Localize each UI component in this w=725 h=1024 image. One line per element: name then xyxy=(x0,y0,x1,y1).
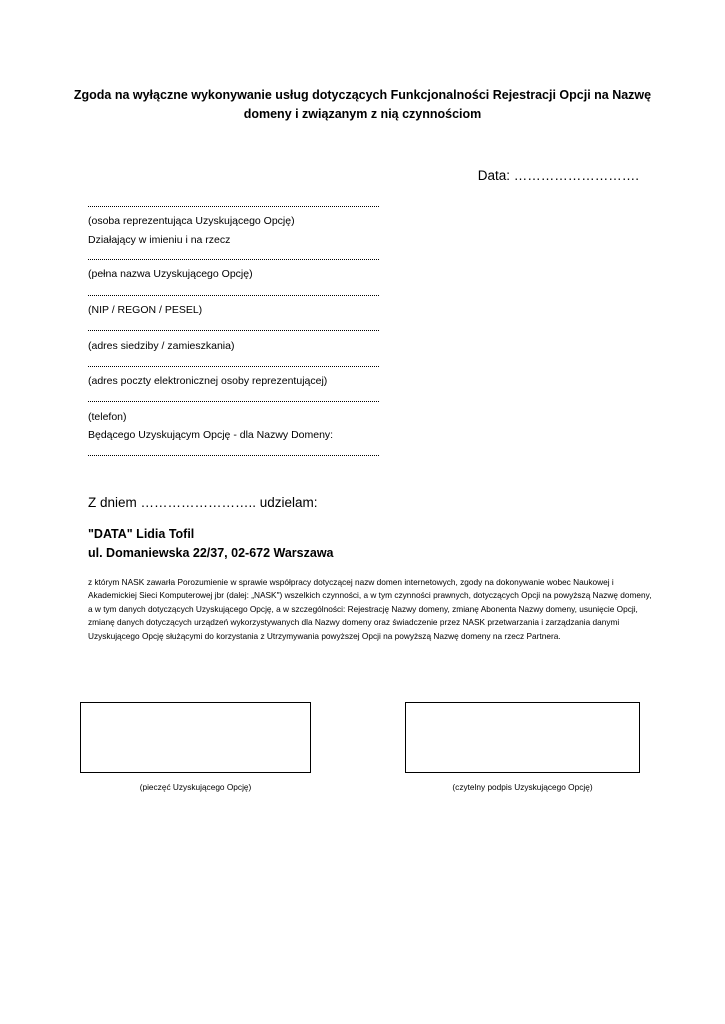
signature-box[interactable] xyxy=(405,702,640,773)
stamp-box[interactable] xyxy=(80,702,311,773)
ids-label: (NIP / REGON / PESEL) xyxy=(88,304,203,316)
phone-label: (telefon) xyxy=(88,411,127,423)
full-name-label: (pełna nazwa Uzyskującego Opcję) xyxy=(88,268,253,280)
stamp-caption: (pieczęć Uzyskującego Opcję) xyxy=(139,782,252,792)
domain-input-line[interactable] xyxy=(88,455,379,456)
phone-input-line[interactable] xyxy=(88,401,379,402)
partner-name: "DATA" Lidia Tofil xyxy=(88,527,195,541)
ids-input-line[interactable] xyxy=(88,295,379,296)
address-input-line[interactable] xyxy=(88,330,379,331)
email-label: (adres poczty elektronicznej osoby reprezentującej) xyxy=(88,375,328,387)
consent-body-text: z którym NASK zawarła Porozumienie w sprawie współpracy dotyczącej nazw domen internetowych, zgody na dokonywanie wobec Naukowej i Akademickiej Sieci Komputerowej jbr (dalej: „NASK") wszelkich czynności, a w tym czynności prawnych, dotyczących Opcji na powyższą Nazwę domeny, a w tym danych dotyczących Uzyskującego Opcję, a w szczególności: Rejestrację Nazwy domeny, zmianę Abonenta Nazwy domeny, usunięcie Opcji, zmianę danych dotyczących urządzeń wykorzystywanych dla Nazwy domeny oraz świadczenie przez NASK przetwarzania i zarządzania danymi Uzyskującego Opcję służącymi do korzystania z Utrzymywania powyższej Opcji na powyższą Nazwę domeny na rzecz Partnera. xyxy=(88,577,652,641)
title-line-2: domeny i związanym z nią czynnościom xyxy=(243,107,482,121)
representative-input-line[interactable] xyxy=(88,206,379,207)
full-name-input-line[interactable] xyxy=(88,259,379,260)
email-input-line[interactable] xyxy=(88,366,379,367)
granting-line: Z dniem …………………….. udzielam: xyxy=(88,495,318,510)
date-field[interactable]: Data: ………………………. xyxy=(477,168,639,183)
document-title xyxy=(60,86,665,124)
representative-label: (osoba reprezentująca Uzyskującego Opcję) xyxy=(88,215,295,227)
acting-on-behalf-label: Działający w imieniu i na rzecz xyxy=(88,234,231,246)
address-label: (adres siedziby / zamieszkania) xyxy=(88,340,235,352)
domain-intro-label: Będącego Uzyskującym Opcję - dla Nazwy Domeny: xyxy=(88,429,334,441)
title-line-1: Zgoda na wyłączne wykonywanie usług dotyczących Funkcjonalności Rejestracji Opcji na Nazwę xyxy=(73,88,652,102)
signature-caption: (czytelny podpis Uzyskującego Opcję) xyxy=(452,782,593,792)
partner-address: ul. Domaniewska 22/37, 02-672 Warszawa xyxy=(88,546,334,560)
